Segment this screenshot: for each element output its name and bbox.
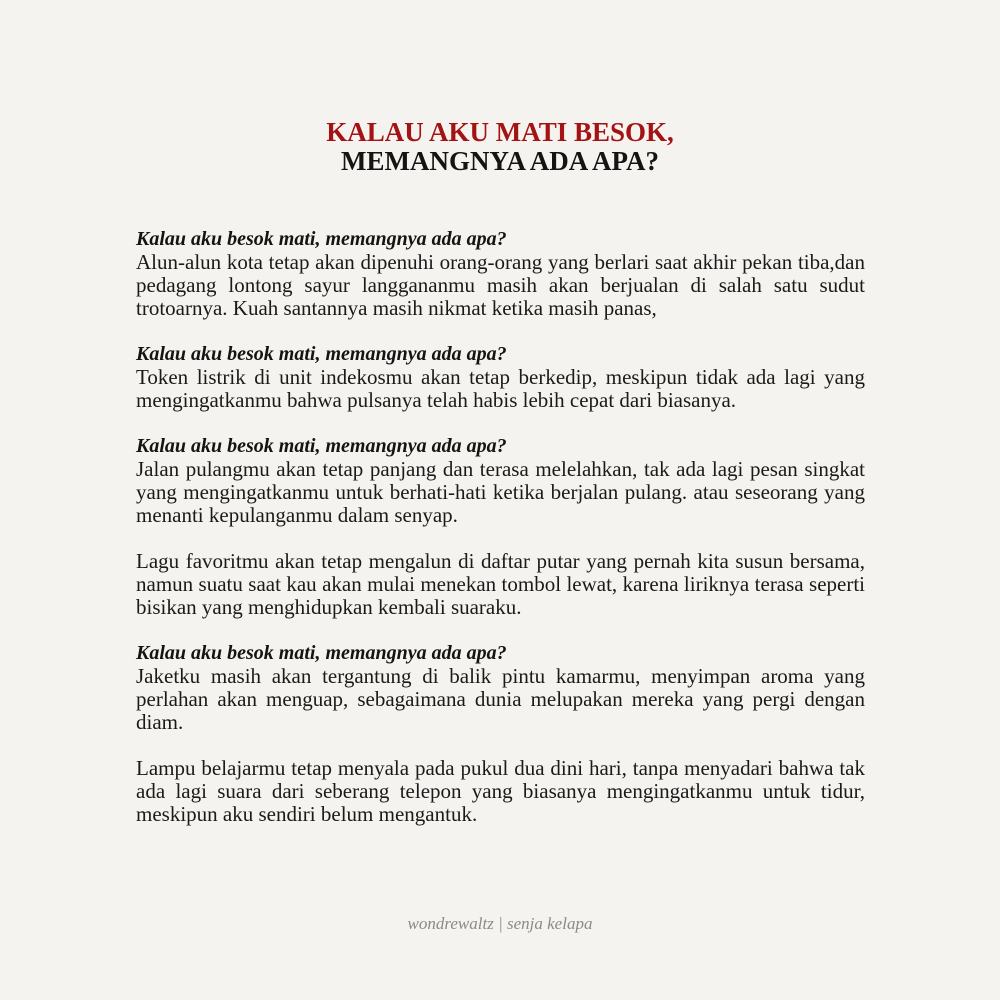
poem-body [136, 228, 865, 849]
stanza-refrain: Kalau aku besok mati, memangnya ada apa? [136, 435, 507, 457]
stanza-refrain: Kalau aku besok mati, memangnya ada apa? [136, 343, 507, 365]
stanza [136, 642, 865, 734]
author-credit: wondrewaltz | senja kelapa [407, 914, 593, 933]
title-line-1: KALAU AKU MATI BESOK, [326, 117, 674, 147]
stanza [136, 550, 865, 619]
stanza-refrain: Kalau aku besok mati, memangnya ada apa? [136, 228, 507, 250]
stanza-refrain: Kalau aku besok mati, memangnya ada apa? [136, 642, 507, 664]
stanza-text: Lampu belajarmu tetap menyala pada pukul dua dini hari, tanpa menyadari bahwa tak ada lagi suara dari seberang telepon yang biasanya mengingatkanmu untuk tidur, meskipun aku sendiri belum mengantuk. [136, 756, 865, 826]
stanza-text: Token listrik di unit indekosmu akan tetap berkedip, meskipun tidak ada lagi yang mengingatkanmu bahwa pulsanya telah habis lebih cepat dari biasanya. [136, 365, 865, 412]
stanza-text: Jalan pulangmu akan tetap panjang dan terasa melelahkan, tak ada lagi pesan singkat yang mengingatkanmu untuk berhati-hati ketika berjalan pulang. atau seseorang yang menanti kepulanganmu dalam senyap. [136, 457, 865, 527]
title-line-2: MEMANGNYA ADA APA? [340, 146, 659, 176]
poem-title [0, 118, 1000, 176]
stanza-text: Alun-alun kota tetap akan dipenuhi orang-orang yang berlari saat akhir pekan tiba,dan pedagang lontong sayur langgananmu masih akan berjualan di salah satu sudut trotoarnya. Kuah santannya masih nikmat ketika masih panas, [136, 250, 865, 320]
stanza [136, 435, 865, 527]
stanza-text: Jaketku masih akan tergantung di balik pintu kamarmu, menyimpan aroma yang perlahan akan menguap, sebagaimana dunia melupakan mereka yang pergi dengan diam. [136, 664, 865, 734]
stanza [136, 343, 865, 412]
stanza-text: Lagu favoritmu akan tetap mengalun di daftar putar yang pernah kita susun bersama, namun suatu saat kau akan mulai menekan tombol lewat, karena liriknya terasa seperti bisikan yang menghidupkan kembali suaraku. [136, 549, 865, 619]
stanza [136, 757, 865, 826]
stanza [136, 228, 865, 320]
